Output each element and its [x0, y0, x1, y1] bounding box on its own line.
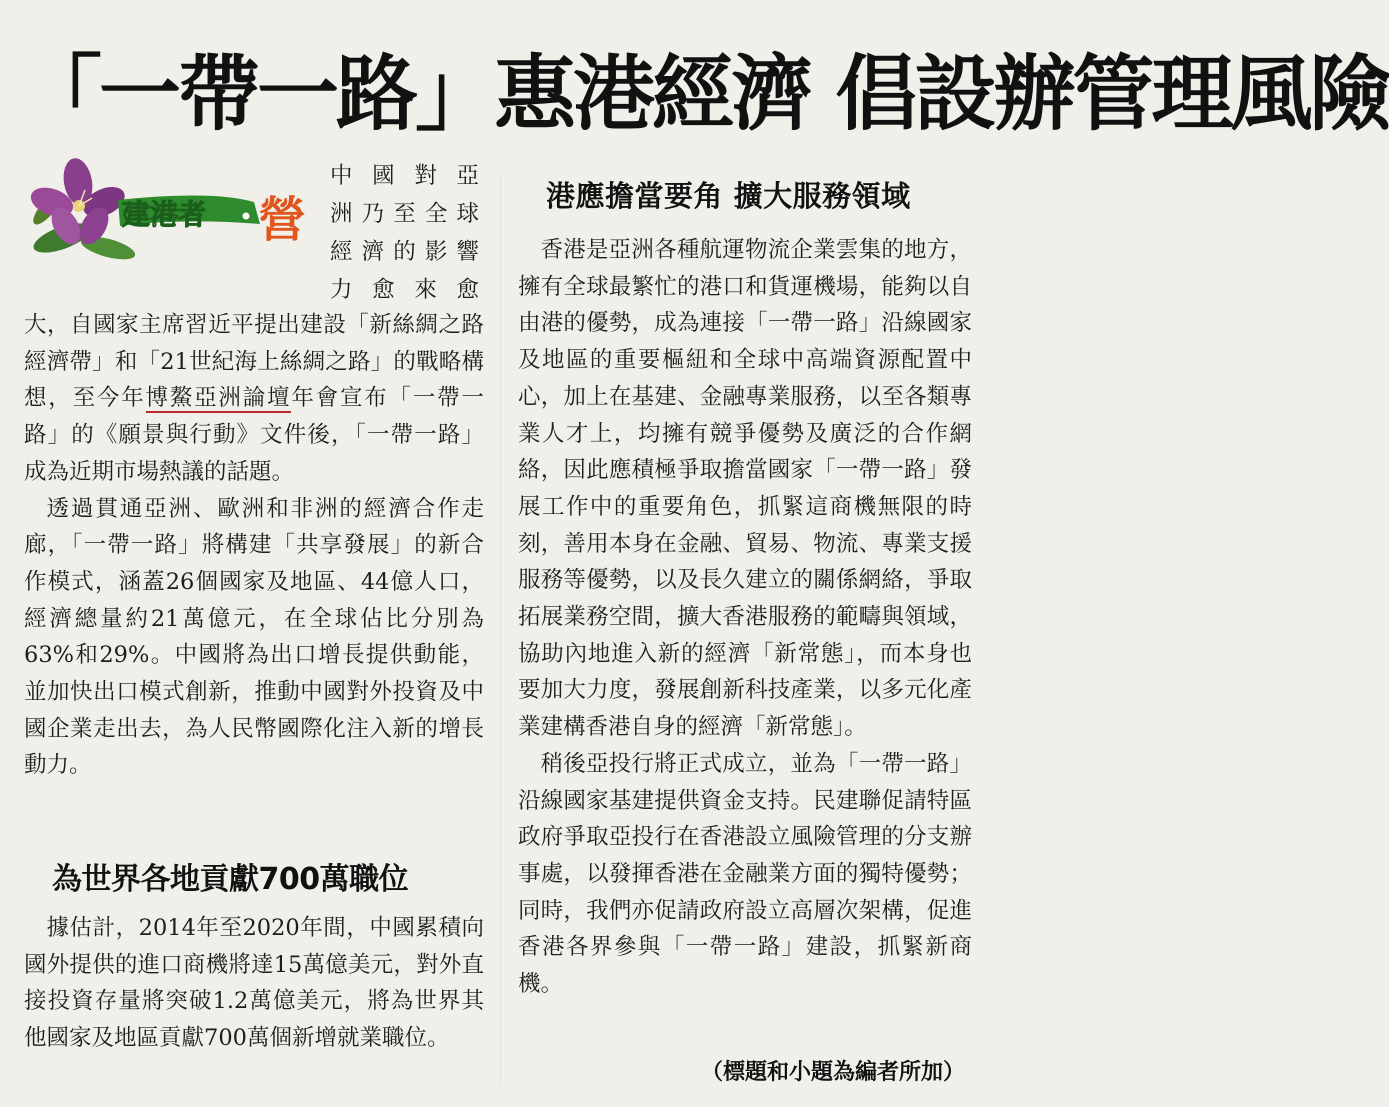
intro-line: 力愈來愈 — [330, 277, 482, 303]
left-column-body — [24, 307, 484, 784]
subheading-jobs: 為世界各地貢獻700萬職位 — [52, 862, 409, 897]
paragraph-3: 據估計，2014年至2020年間，中國累積向國外提供的進口商機將達15萬億美元，對外直接投資存量將突破1.2萬億美元，將為世界其他國家及地區貢獻700萬個新增就業職位。 — [24, 915, 484, 1052]
intro-line: 洲乃至全球 — [330, 201, 482, 227]
headline: 「一帶一路」惠港經濟 倡設辦管理風險 — [20, 47, 1389, 142]
logo-char: 營 — [258, 192, 307, 248]
intro-text — [330, 157, 482, 309]
logo-banner — [118, 195, 260, 231]
subheading-hong-kong-role: 港應擔當要角 擴大服務領域 — [546, 179, 911, 213]
editor-note: （標題和小題為編者所加） — [700, 1060, 965, 1085]
paragraph-2: 透過貫通亞洲、歐洲和非洲的經濟合作走廊，「一帶一路」將構建「共享發展」的新合作模式，涵蓋26個國家及地區、44億人口，經濟總量約21萬億元，在全球佔比分別為63%和29%。中國將為出口增長提供動能，並加快出口模式創新，推動中國對外投資及中國企業走出去，為人民幣國際化注入新的增長動力。 — [24, 495, 484, 779]
paragraph-5: 稍後亞投行將正式成立，並為「一帶一路」沿線國家基建提供資金支持。民建聯促請特區政府爭取亞投行在香港設立風險管理的分支辦事處，以發揮香港在金融業方面的獨特優勢；同時，我們亦促請政府設立高層次架構，促進香港各界參與「一帶一路」建設，抓緊新商機。 — [518, 750, 972, 998]
paragraph-1 — [24, 307, 484, 491]
paragraph-4: 香港是亞洲各種航運物流企業雲集的地方，擁有全球最繁忙的港口和貨運機場，能夠以自由港的優勢，成為連接「一帶一路」沿線國家及地區的重要樞紐和全球中高端資源配置中心，加上在基建、金融專業服務，以至各類專業人才上，均擁有競爭優勢及廣泛的合作網絡，因此應積極爭取擔當國家「一帶一路」發展工作中的重要角色，抓緊這商機無限的時刻，善用本身在金融、貿易、物流、專業支援服務等優勢，以及長久建立的關係網絡，爭取拓展業務空間，擴大香港服務的範疇與領域，協助內地進入新的經濟「新常態」，而本身也要加大力度，發展創新科技產業，以多元化產業建構香港自身的經濟「新常態」。 — [518, 237, 972, 741]
right-column-body — [518, 232, 972, 1003]
bauhinia-flower-icon — [27, 156, 130, 249]
paragraph-1-text-end: 年會宣布「一帶一路」的《願景與行動》文件後，「一帶一路」成為近期市場熱議的話題。 — [24, 385, 484, 485]
column-logo — [22, 160, 318, 265]
left-column-tail — [24, 910, 484, 1057]
column-divider — [500, 175, 501, 1085]
intro-line: 經濟的影響 — [330, 239, 482, 265]
logo-dot-icon — [241, 211, 251, 221]
underlined-forum-name: 博鰲亞洲論壇 — [145, 385, 292, 412]
intro-line: 中國對亞 — [330, 163, 482, 189]
paragraph-1-text: 大，自國家主席習近平提出建設「新絲綢之路經濟帶」和「21世紀海上絲綢之路」的戰略構想，至今年 — [24, 312, 484, 412]
logo-text: 建港者 — [122, 198, 207, 231]
